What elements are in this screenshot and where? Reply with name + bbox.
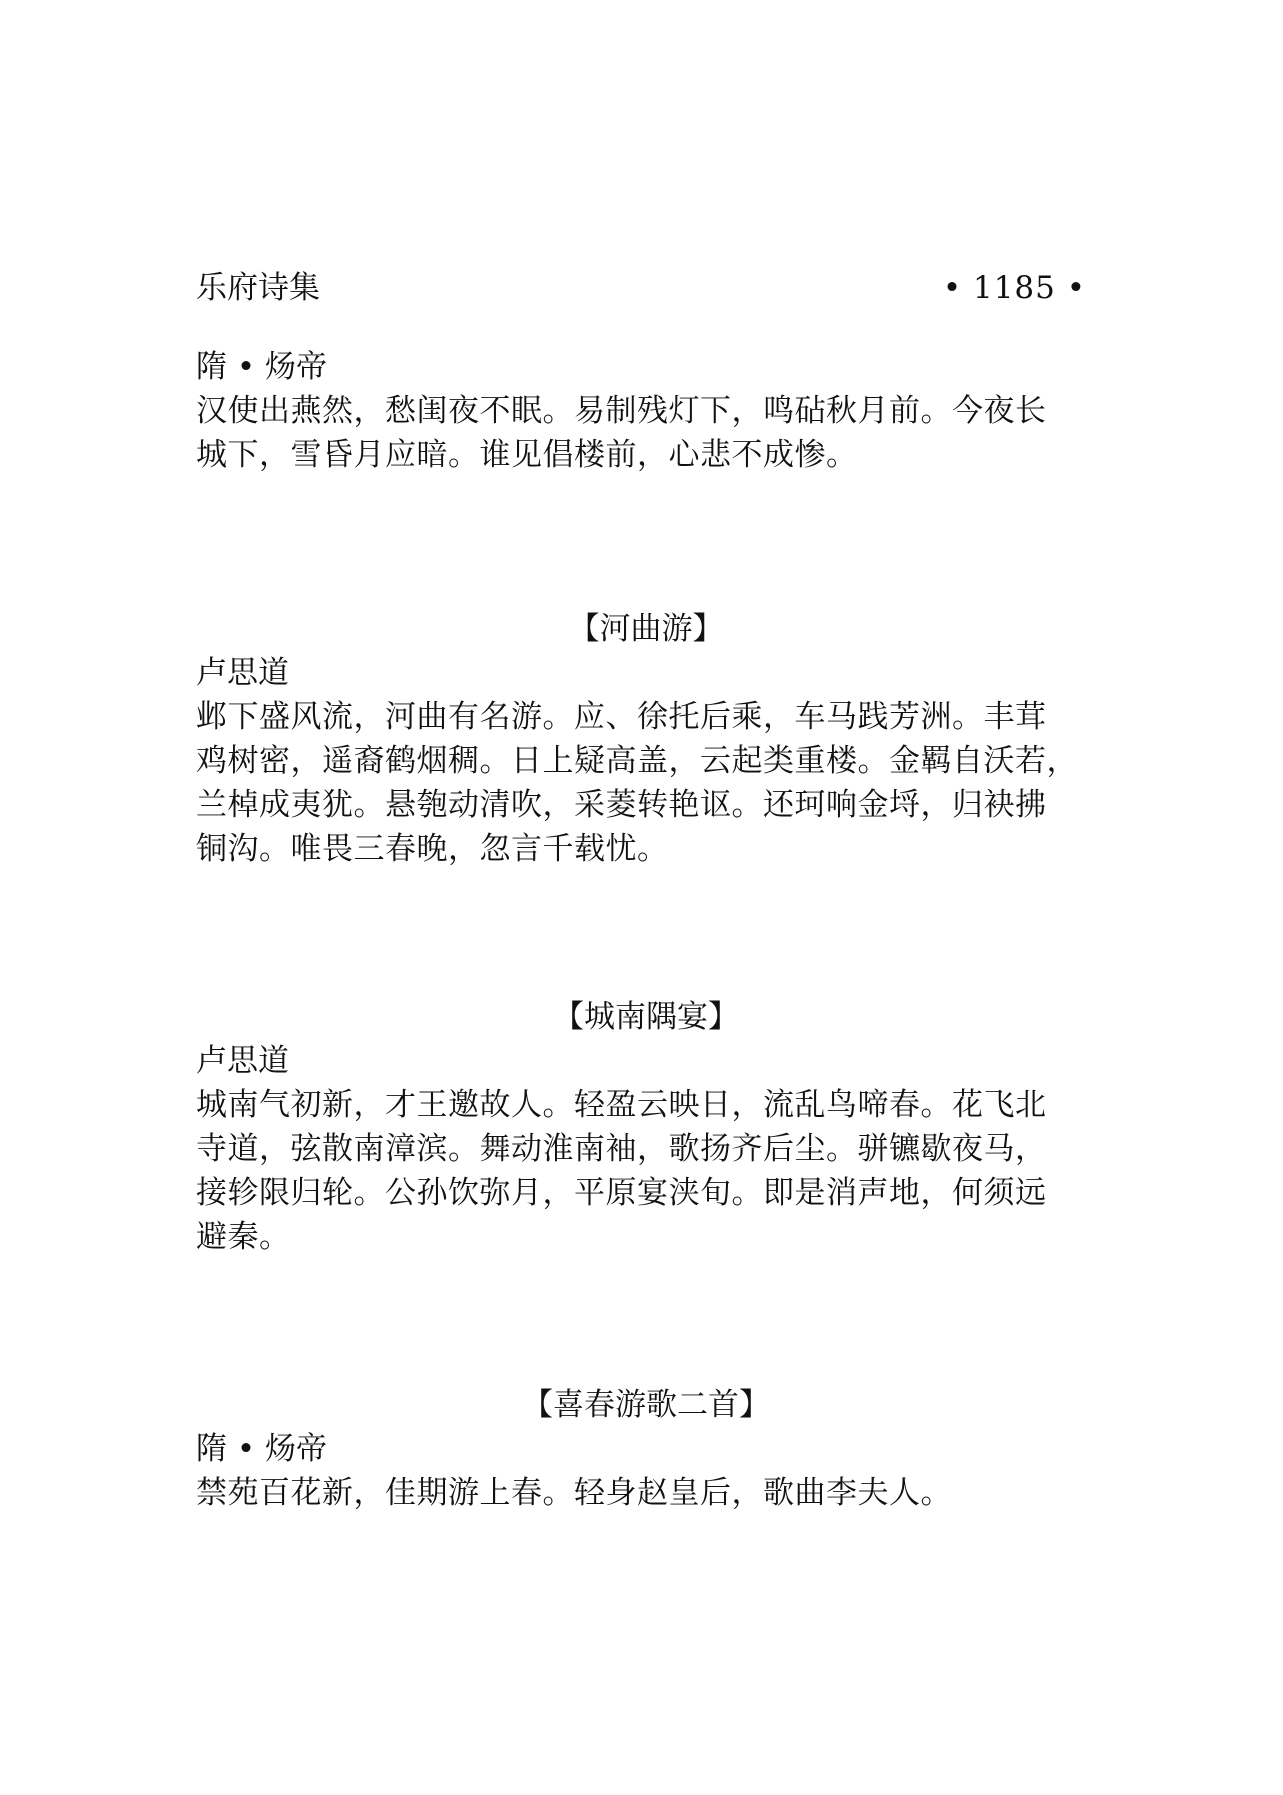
poem-line: 寺道，弦散南漳滨。舞动淮南袖，歌扬齐后尘。骈镳歇夜马， (196, 1131, 1047, 1167)
poem-section (196, 607, 1096, 871)
poem-line: 城下，雪昏月应暗。谁见倡楼前，心悲不成惨。 (196, 437, 858, 473)
poem-line: 接轸限归轮。公孙饮弥月，平原宴浃旬。即是消声地，何须远 (196, 1175, 1047, 1211)
poem-author: 卢思道 (196, 655, 289, 691)
poem-text (196, 1083, 1096, 1259)
poem-text (196, 389, 1096, 477)
poem-line: 汉使出燕然，愁闺夜不眠。易制残灯下，鸣砧秋月前。今夜长 (196, 393, 1047, 429)
book-title: 乐府诗集 (196, 270, 320, 306)
poem-title: 【河曲游】 (568, 611, 724, 647)
poem-line: 兰棹成夷犹。悬匏动清吹，采菱转艳讴。还珂响金埒，归袂拂 (196, 787, 1047, 823)
poem-line: 避秦。 (196, 1219, 291, 1255)
poem-author: 卢思道 (196, 1043, 289, 1079)
poem-line: 禁苑百花新，佳期游上春。轻身赵皇后，歌曲李夫人。 (196, 1475, 952, 1511)
page-number: • 1185 • (942, 270, 1086, 306)
poem-text (196, 1471, 1096, 1515)
page-header (196, 268, 1086, 308)
poem-title: 【城南隅宴】 (553, 999, 739, 1035)
poem-section (196, 995, 1096, 1259)
poem-author: 隋 • 炀帝 (196, 349, 327, 385)
poem-section (196, 345, 1096, 477)
poem-line: 邺下盛风流，河曲有名游。应、徐托后乘，车马践芳洲。丰茸 (196, 699, 1047, 735)
poem-text (196, 695, 1096, 871)
poem-line: 鸡树密，遥裔鹤烟稠。日上疑高盖，云起类重楼。金羁自沃若， (196, 743, 1078, 779)
poem-section (196, 1383, 1096, 1515)
poem-title: 【喜春游歌二首】 (522, 1387, 770, 1423)
poem-line: 城南气初新，才王邀故人。轻盈云映日，流乱鸟啼春。花飞北 (196, 1087, 1047, 1123)
poem-author: 隋 • 炀帝 (196, 1431, 327, 1467)
poem-line: 铜沟。唯畏三春晚，忽言千载忧。 (196, 831, 669, 867)
